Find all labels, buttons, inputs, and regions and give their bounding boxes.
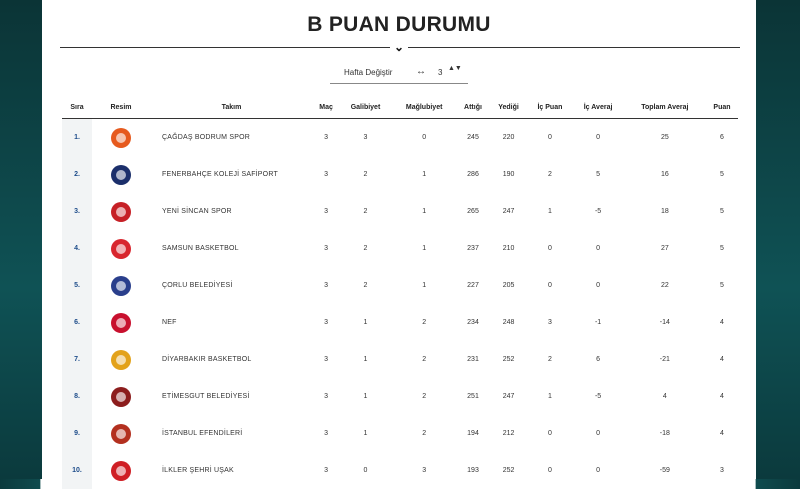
conceded-cell: 247 [502, 393, 515, 400]
team-logo-cell [92, 267, 150, 304]
scored-cell: 237 [467, 245, 479, 252]
total-average-cell: 16 [660, 171, 669, 178]
team-logo-cell [92, 193, 150, 230]
h2h-points-cell: 0 [547, 467, 552, 474]
wins-cell: 2 [363, 245, 368, 252]
team-name-cell[interactable]: İLKLER ŞEHRİ UŞAK [162, 467, 234, 474]
played-cell: 3 [324, 430, 328, 437]
team-logo [111, 239, 131, 259]
header-h2h-points: İç Puan [527, 96, 572, 119]
team-logo-cell [92, 452, 150, 489]
total-average-cell: 22 [660, 282, 669, 289]
losses-cell: 2 [422, 356, 427, 363]
played-cell: 3 [324, 282, 328, 289]
conceded-cell: 205 [502, 282, 515, 289]
h2h-points-cell: 1 [547, 393, 552, 400]
header-points: Puan [706, 96, 738, 119]
table-row[interactable] [62, 193, 738, 230]
total-average-cell: 4 [662, 393, 667, 400]
wins-cell: 1 [363, 319, 368, 326]
wins-cell: 1 [363, 430, 368, 437]
h2h-average-cell: 5 [596, 171, 601, 178]
standings-panel [42, 0, 756, 479]
wins-cell: 1 [363, 356, 368, 363]
week-selector[interactable] [330, 63, 468, 84]
scored-cell: 227 [467, 282, 479, 289]
team-name-cell[interactable]: SAMSUN BASKETBOL [162, 245, 239, 252]
rank-cell: 7. [62, 341, 92, 378]
table-row[interactable] [62, 267, 738, 304]
points-cell: 4 [720, 319, 724, 326]
team-logo [111, 165, 131, 185]
table-row[interactable] [62, 341, 738, 378]
header-team: Takım [150, 96, 313, 119]
losses-cell: 1 [422, 208, 427, 215]
total-average-cell: -18 [659, 430, 670, 437]
scored-cell: 231 [467, 356, 479, 363]
played-cell: 3 [324, 208, 328, 215]
h2h-average-cell: 0 [596, 430, 601, 437]
points-cell: 5 [720, 282, 724, 289]
rank-cell: 2. [62, 156, 92, 193]
total-average-cell: 18 [660, 208, 669, 215]
h2h-average-cell: 0 [596, 467, 601, 474]
points-cell: 5 [720, 245, 724, 252]
header-losses: Mağlubiyet [392, 96, 456, 119]
week-selector-label: Hafta Değiştir [344, 68, 393, 77]
total-average-cell: -21 [659, 356, 670, 363]
team-name-cell[interactable]: İSTANBUL EFENDİLERİ [162, 430, 243, 437]
wins-cell: 2 [363, 208, 368, 215]
chevron-down-icon: ⌄ [390, 39, 408, 55]
swap-arrows-icon: ↔ [416, 66, 426, 77]
scored-cell: 265 [467, 208, 479, 215]
losses-cell: 1 [422, 245, 427, 252]
conceded-cell: 220 [502, 134, 515, 141]
team-logo [111, 424, 131, 444]
scored-cell: 251 [467, 393, 479, 400]
page-title: B PUAN DURUMU [307, 13, 491, 36]
total-average-cell: -59 [659, 467, 670, 474]
h2h-points-cell: 0 [547, 134, 552, 141]
wins-cell: 1 [363, 393, 368, 400]
losses-cell: 3 [422, 467, 427, 474]
points-cell: 6 [720, 134, 724, 141]
total-average-cell: 27 [660, 245, 669, 252]
team-name-cell[interactable]: DİYARBAKIR BASKETBOL [162, 356, 252, 363]
conceded-cell: 252 [502, 356, 515, 363]
points-cell: 4 [720, 393, 724, 400]
team-logo-cell [92, 304, 150, 341]
scored-cell: 193 [467, 467, 479, 474]
team-logo-cell [92, 230, 150, 267]
played-cell: 3 [324, 319, 328, 326]
h2h-average-cell: -5 [594, 393, 602, 400]
team-logo-cell [92, 378, 150, 415]
h2h-points-cell: 0 [547, 430, 552, 437]
points-cell: 4 [720, 356, 724, 363]
rank-cell: 8. [62, 378, 92, 415]
wins-cell: 2 [363, 282, 368, 289]
team-name-cell[interactable]: ETİMESGUT BELEDİYESİ [162, 393, 250, 400]
background-right [756, 0, 800, 479]
conceded-cell: 248 [502, 319, 515, 326]
points-cell: 5 [720, 171, 724, 178]
spinner-icon[interactable]: ▲▼ [448, 65, 462, 72]
h2h-average-cell: -5 [594, 208, 602, 215]
team-logo-cell [92, 341, 150, 378]
team-logo [111, 350, 131, 370]
h2h-points-cell: 3 [547, 319, 552, 326]
played-cell: 3 [324, 356, 328, 363]
played-cell: 3 [324, 245, 328, 252]
h2h-average-cell: 0 [596, 282, 601, 289]
scored-cell: 234 [467, 319, 479, 326]
rank-cell: 4. [62, 230, 92, 267]
points-cell: 5 [720, 208, 724, 215]
team-name-cell[interactable]: ÇAĞDAŞ BODRUM SPOR [162, 134, 250, 141]
played-cell: 3 [324, 171, 328, 178]
h2h-points-cell: 0 [547, 245, 552, 252]
team-name-cell[interactable]: FENERBAHÇE KOLEJİ SAFİPORT [162, 171, 278, 178]
rank-cell: 10. [62, 452, 92, 489]
rank-cell: 6. [62, 304, 92, 341]
header-scored: Attığı [456, 96, 489, 119]
rank-cell: 5. [62, 267, 92, 304]
standings-table [62, 96, 738, 489]
conceded-cell: 210 [502, 245, 515, 252]
table-row[interactable] [62, 378, 738, 415]
conceded-cell: 190 [502, 171, 515, 178]
losses-cell: 2 [422, 430, 427, 437]
wins-cell: 3 [363, 134, 368, 141]
h2h-points-cell: 0 [547, 282, 552, 289]
scored-cell: 245 [467, 134, 479, 141]
losses-cell: 2 [422, 319, 427, 326]
background-left [0, 0, 42, 479]
week-number-select[interactable]: 3 [438, 68, 443, 77]
points-cell: 3 [720, 467, 724, 474]
wins-cell: 2 [363, 171, 368, 178]
h2h-points-cell: 2 [547, 356, 552, 363]
header-rank: Sıra [62, 96, 92, 119]
team-logo [111, 128, 131, 148]
h2h-average-cell: 0 [596, 245, 601, 252]
table-header-row [62, 96, 738, 119]
conceded-cell: 247 [502, 208, 515, 215]
team-logo [111, 276, 131, 296]
h2h-average-cell: 0 [596, 134, 601, 141]
table-row[interactable] [62, 452, 738, 489]
team-name-cell[interactable]: YENİ SİNCAN SPOR [162, 208, 232, 215]
team-logo-cell [92, 415, 150, 452]
rank-cell: 3. [62, 193, 92, 230]
losses-cell: 2 [422, 393, 427, 400]
table-row[interactable] [62, 304, 738, 341]
header-played: Maç [313, 96, 339, 119]
losses-cell: 1 [422, 282, 427, 289]
header-conceded: Yediği [490, 96, 528, 119]
team-logo [111, 461, 131, 481]
scored-cell: 286 [467, 171, 479, 178]
h2h-average-cell: 6 [596, 356, 601, 363]
team-logo [111, 202, 131, 222]
header-logo: Resim [92, 96, 150, 119]
points-cell: 4 [720, 430, 724, 437]
scored-cell: 194 [467, 430, 479, 437]
header-total-average: Toplam Averaj [624, 96, 706, 119]
header-h2h-average: İç Averaj [572, 96, 623, 119]
h2h-average-cell: -1 [594, 319, 602, 326]
rank-cell: 9. [62, 415, 92, 452]
played-cell: 3 [324, 393, 328, 400]
team-logo-cell [92, 119, 150, 157]
played-cell: 3 [324, 467, 328, 474]
rank-cell: 1. [62, 119, 92, 157]
total-average-cell: -14 [659, 319, 670, 326]
losses-cell: 1 [422, 171, 427, 178]
table-row[interactable] [62, 415, 738, 452]
header-wins: Galibiyet [339, 96, 392, 119]
team-name-cell[interactable]: NEF [162, 319, 177, 326]
table-row[interactable] [62, 156, 738, 193]
h2h-points-cell: 2 [547, 171, 552, 178]
h2h-points-cell: 1 [547, 208, 552, 215]
played-cell: 3 [324, 134, 328, 141]
losses-cell: 0 [422, 134, 427, 141]
conceded-cell: 212 [502, 430, 515, 437]
table-row[interactable] [62, 119, 738, 157]
table-row[interactable] [62, 230, 738, 267]
total-average-cell: 25 [660, 134, 669, 141]
team-logo [111, 313, 131, 333]
team-logo [111, 387, 131, 407]
conceded-cell: 252 [502, 467, 515, 474]
wins-cell: 0 [363, 467, 368, 474]
team-logo-cell [92, 156, 150, 193]
team-name-cell[interactable]: ÇORLU BELEDİYESİ [162, 282, 233, 289]
